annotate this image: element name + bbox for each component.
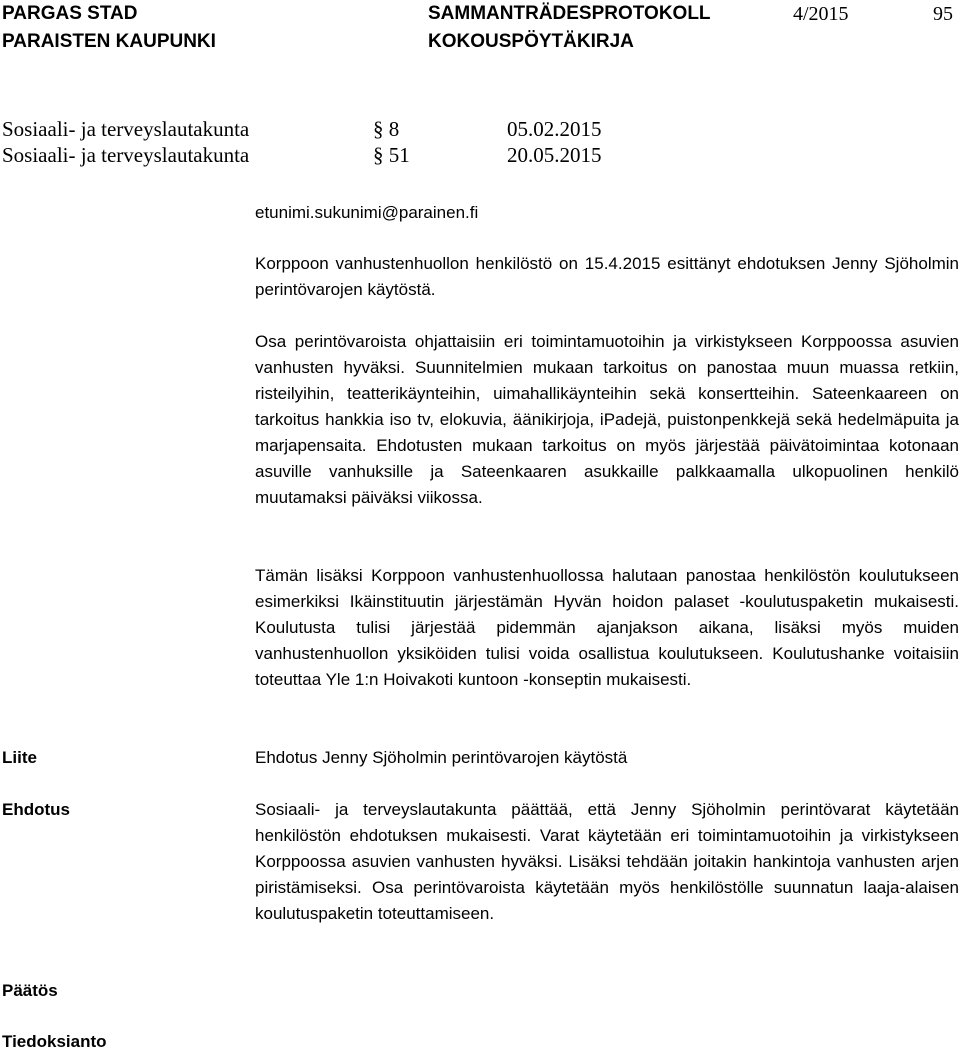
org-name-swedish: PARGAS STAD bbox=[2, 3, 138, 24]
meeting-section: § 8 bbox=[373, 117, 400, 141]
meeting-date: 20.05.2015 bbox=[507, 143, 602, 167]
meeting-date: 05.02.2015 bbox=[507, 117, 602, 141]
contact-email: etunimi.sukunimi@parainen.fi bbox=[255, 203, 479, 222]
meeting-body: Sosiaali- ja terveyslautakunta bbox=[2, 143, 250, 167]
attachment-label: Liite bbox=[2, 748, 37, 767]
meeting-body: Sosiaali- ja terveyslautakunta bbox=[2, 117, 250, 141]
meeting-section: § 51 bbox=[373, 143, 410, 167]
org-name-finnish: PARAISTEN KAUPUNKI bbox=[2, 31, 216, 52]
page-number: 95 bbox=[933, 3, 953, 25]
doc-type-swedish: SAMMANTRÄDESPROTOKOLL bbox=[428, 3, 711, 24]
notification-label: Tiedoksianto bbox=[2, 1032, 107, 1051]
proposal-label: Ehdotus bbox=[2, 800, 70, 819]
proposal-text: Sosiaali- ja terveyslautakunta päättää, että Jenny Sjöholmin perintövarat käytetään henkilöstön ehdotuksen mukaisesti. Varat käytetään eri toimintamuotoihin ja virkistykseen Korppoossa asuvien vanhusten hyväksi. Lisäksi tehdään joitakin hankintoja vanhusten arjen piristämiseksi. Osa perintövaroista käytetään myös henkilöstölle suunnatun laaja-alaisen koulutuspaketin toteuttamiseen. bbox=[255, 800, 959, 923]
issue-number: 4/2015 bbox=[793, 3, 849, 25]
intro-paragraph: Korppoon vanhustenhuollon henkilöstö on 15.4.2015 esittänyt ehdotuksen Jenny Sjöholmin perintövarojen käytöstä. bbox=[255, 254, 959, 299]
attachment-text: Ehdotus Jenny Sjöholmin perintövarojen käytöstä bbox=[255, 748, 628, 767]
decision-label: Päätös bbox=[2, 981, 58, 1000]
paragraph-training: Tämän lisäksi Korppoon vanhustenhuollossa halutaan panostaa henkilöstön koulutukseen esimerkiksi Ikäinstituutin järjestämän Hyvän hoidon palaset -koulutuspaketin mukaisesti. Koulutusta tulisi järjestää pidemmän ajanjakson aikana, lisäksi myös muiden vanhustenhuollon yksiköiden tulisi voida osallistua koulutukseen. Koulutushanke voitaisiin toteuttaa Yle 1:n Hoivakoti kuntoon -konseptin mukaisesti. bbox=[255, 566, 959, 689]
paragraph-plans: Osa perintövaroista ohjattaisiin eri toimintamuotoihin ja virkistykseen Korppoossa asuvien vanhusten hyväksi. Suunnitelmien mukaan tarkoitus on panostaa muun muassa retkiin, risteilyihin, teatterikäynteihin, uimahallikäynteihin sekä konsertteihin. Sateenkaareen on tarkoitus hankkia iso tv, elokuvia, äänikirjoja, iPadejä, puistonpenkkejä sekä hedelmäpuita ja marjapensaita. Ehdotusten mukaan tarkoitus on myös järjestää päivätoimintaa kotonaan asuville vanhuksille ja Sateenkaaren asukkaille palkkaamalla ulkopuolinen henkilö muutamaksi päiväksi viikossa. bbox=[255, 332, 959, 507]
doc-type-finnish: KOKOUSPÖYTÄKIRJA bbox=[428, 31, 634, 52]
